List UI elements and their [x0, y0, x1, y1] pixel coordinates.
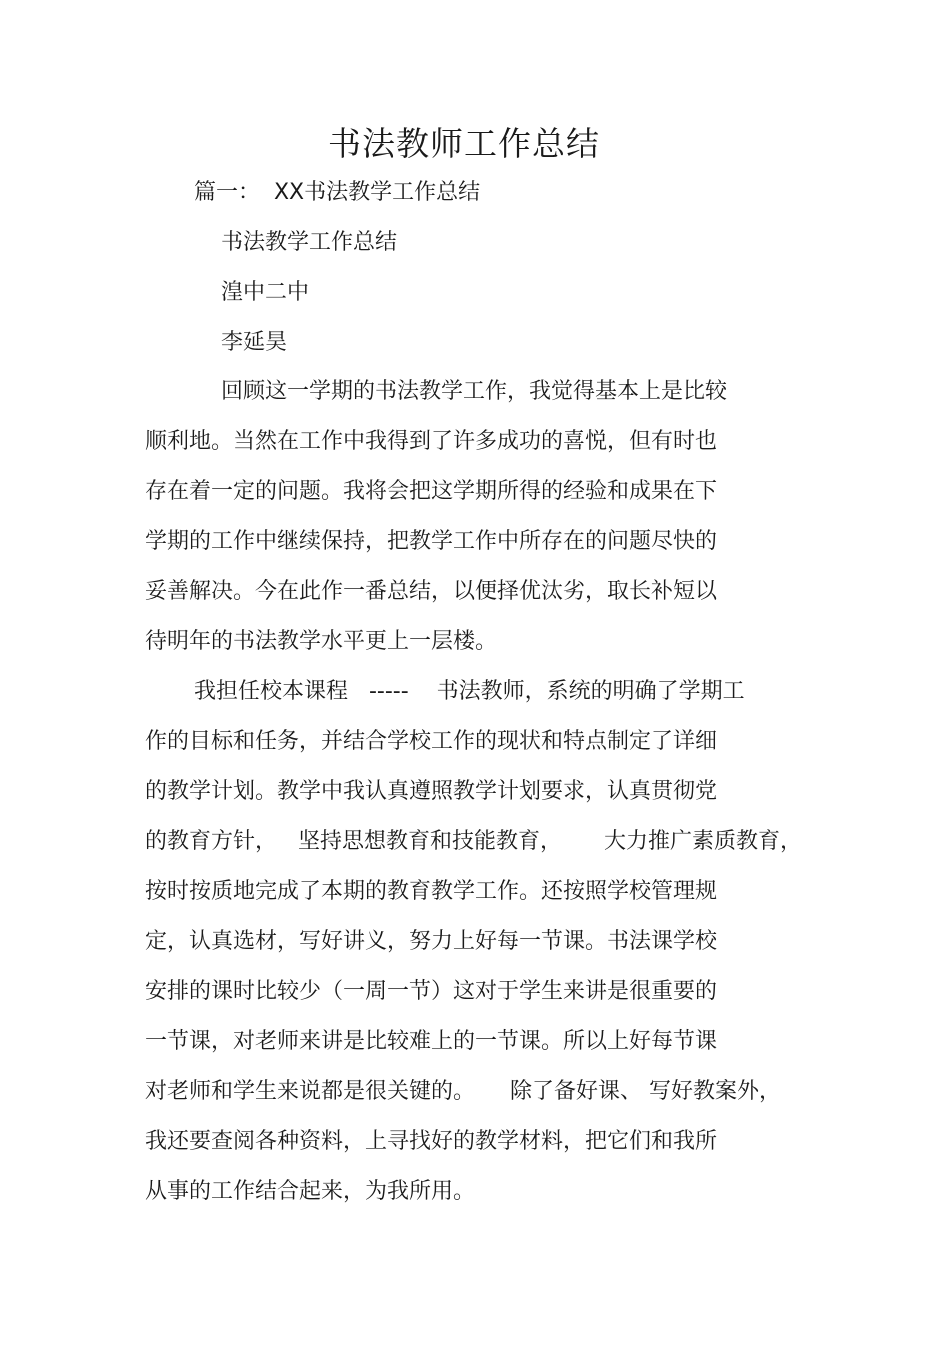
author-name: 李延昊 — [221, 330, 288, 355]
subtitle: 书法教学工作总结 — [221, 230, 398, 255]
paragraph2-line: 一节课，对老师来讲是比较难上的一节课。所以上好每节课 — [145, 1029, 718, 1054]
paragraph1-line: 回顾这一学期的书法教学工作，我觉得基本上是比较 — [221, 379, 728, 404]
paragraph1-line: 妥善解决。今在此作一番总结，以便择优汰劣，取长补短以 — [145, 579, 718, 604]
paragraph2-line: 从事的工作结合起来，为我所用。 — [145, 1179, 476, 1204]
document-title: 书法教师工作总结 — [328, 124, 600, 163]
paragraph2-line: 对老师和学生来说都是很关键的。 除了备好课、 写好教案外， — [145, 1079, 781, 1104]
paragraph2-line: 的教学计划。教学中我认真遵照教学计划要求，认真贯彻党 — [145, 779, 718, 804]
paragraph2-line: 定，认真选材，写好讲义，努力上好每一节课。书法课学校 — [145, 929, 718, 954]
paragraph2-line: 按时按质地完成了本期的教育教学工作。还按照学校管理规 — [145, 879, 718, 904]
paragraph1-line: 待明年的书法教学水平更上一层楼。 — [145, 629, 498, 654]
paragraph1-line: 顺利地。当然在工作中我得到了许多成功的喜悦，但有时也 — [145, 429, 718, 454]
paragraph2-line: 我担任校本课程 ----- 书法教师，系统的明确了学期工 — [194, 679, 745, 704]
paragraph2-line: 安排的课时比较少（一周一节）这对于学生来讲是很重要的 — [145, 979, 718, 1004]
paragraph2-line: 作的目标和任务，并结合学校工作的现状和特点制定了详细 — [145, 729, 718, 754]
paragraph1-line: 学期的工作中继续保持，把教学工作中所存在的问题尽快的 — [145, 529, 718, 554]
paragraph2-line: 我还要查阅各种资料，上寻找好的教学材料，把它们和我所 — [145, 1129, 718, 1154]
section-heading: 篇一： XX书法教学工作总结 — [194, 180, 481, 205]
paragraph2-line: 的教育方针， 坚持思想教育和技能教育， 大力推广素质教育， — [145, 829, 802, 854]
paragraph1-line: 存在着一定的问题。我将会把这学期所得的经验和成果在下 — [145, 479, 718, 504]
school-name: 湟中二中 — [221, 280, 310, 305]
